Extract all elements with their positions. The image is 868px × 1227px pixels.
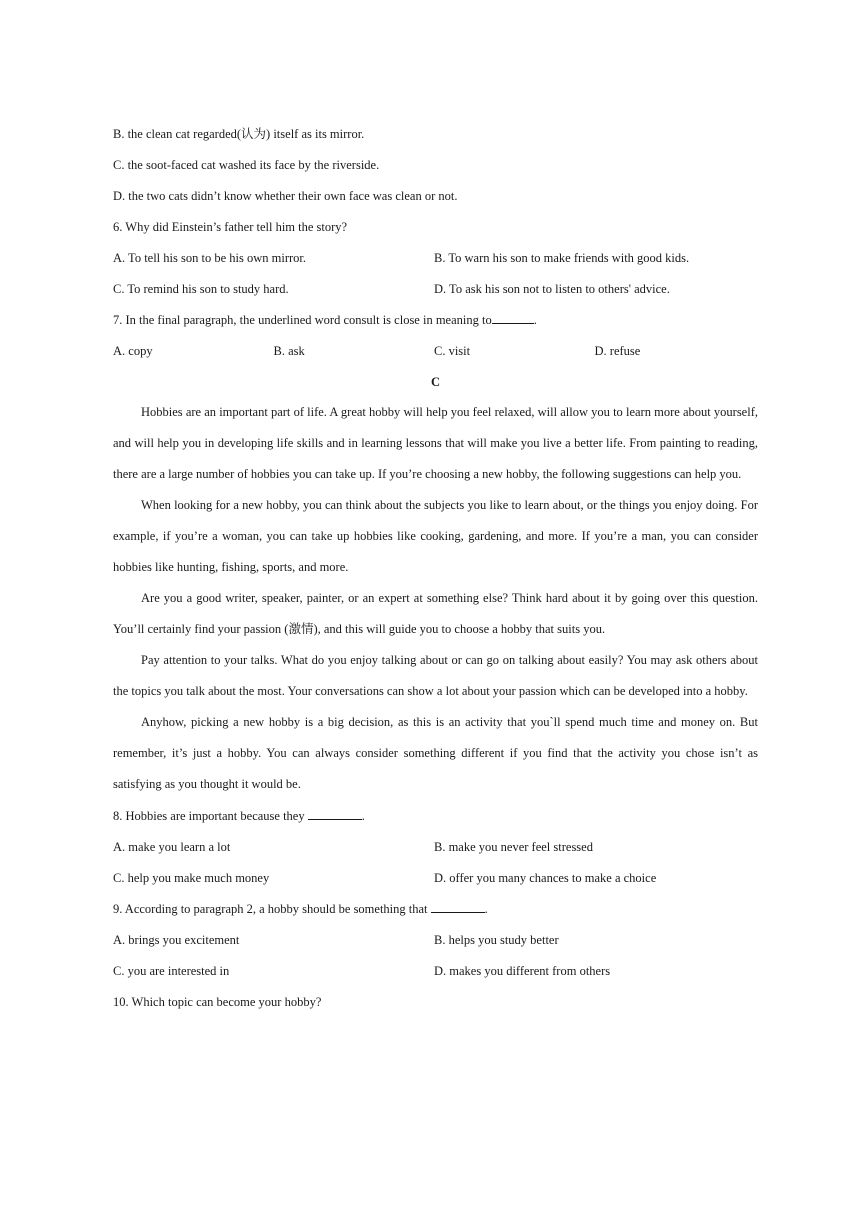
passage-paragraph-2: When looking for a new hobby, you can think about the subjects you like to learn about, or the things you enjoy doing. For example, if you’re a woman, you can take up hobbies like cooking, gardening, and more. If you’re a man, you can consider hobbies like hunting, fishing, sports, and more. [113, 498, 758, 574]
q7-stem-text: 7. In the final paragraph, the underlined word consult is close in meaning to [113, 313, 492, 327]
q9-stem-text: 9. According to paragraph 2, a hobby should be something that [113, 902, 428, 916]
q6-option-b: B. To warn his son to make friends with good kids. [434, 251, 690, 265]
q7-option-a: A. copy [113, 344, 153, 358]
passage-paragraph-4: Pay attention to your talks. What do you enjoy talking about or can go on talking about easily? You may ask others about the topics you talk about the most. Your conversations can show a lot about your passion which can be developed into a hobby. [113, 653, 758, 698]
q5-option-b: B. the clean cat regarded(认为) itself as its mirror. [113, 127, 365, 141]
section-heading: C [430, 375, 441, 389]
q9-options-row2 [113, 961, 758, 992]
q9-option-a: A. brings you excitement [113, 933, 240, 947]
q9-stem-end: . [484, 902, 488, 916]
q7-option-c: C. visit [434, 344, 471, 358]
q6-option-a: A. To tell his son to be his own mirror. [113, 251, 306, 265]
q5-option-c: C. the soot-faced cat washed its face by the riverside. [113, 158, 380, 172]
passage-paragraph-1: Hobbies are an important part of life. A great hobby will help you feel relaxed, will allow you to learn more about yourself, and will help you in developing life skills and in learning lessons that will make you live a better life. From painting to reading, there are a large number of hobbies you can take up. If you’re choosing a new hobby, the following suggestions can help you. [113, 405, 758, 481]
exam-page [113, 124, 758, 1023]
q7-stem [113, 310, 758, 341]
q8-option-b: B. make you never feel stressed [434, 840, 593, 854]
q5-option-d: D. the two cats didn’t know whether their own face was clean or not. [113, 189, 458, 203]
q9-stem [113, 899, 758, 930]
passage-paragraph-5: Anyhow, picking a new hobby is a big decision, as this is an activity that you`ll spend much time and money on. But remember, it’s just a hobby. You can always consider something different if you find that the activity you chose isn’t as satisfying as you thought it would be. [113, 715, 758, 791]
q6-option-c: C. To remind his son to study hard. [113, 282, 289, 296]
passage-paragraph-3: Are you a good writer, speaker, painter, or an expert at something else? Think hard about it by going over this question. You’ll certainly find your passion (激情), and this will guide you to choose a hobby that suits you. [113, 591, 758, 636]
answer-blank [492, 310, 534, 324]
q6-options-row2 [113, 279, 758, 310]
answer-blank [431, 899, 485, 913]
q10-stem: 10. Which topic can become your hobby? [113, 995, 322, 1009]
q7-option-b: B. ask [273, 344, 305, 358]
q8-options-row2 [113, 868, 758, 899]
q7-options-row [113, 341, 758, 372]
q6-option-d: D. To ask his son not to listen to others' advice. [434, 282, 670, 296]
q8-option-a: A. make you learn a lot [113, 840, 231, 854]
q6-stem: 6. Why did Einstein’s father tell him the story? [113, 220, 348, 234]
answer-blank [308, 806, 362, 820]
q9-options-row1 [113, 930, 758, 961]
q7-option-d: D. refuse [594, 344, 641, 358]
q6-options-row1 [113, 248, 758, 279]
q8-stem-text: 8. Hobbies are important because they [113, 809, 305, 823]
q9-option-d: D. makes you different from others [434, 964, 611, 978]
q8-option-c: C. help you make much money [113, 871, 270, 885]
q7-stem-end: . [533, 313, 537, 327]
q9-option-c: C. you are interested in [113, 964, 230, 978]
q8-option-d: D. offer you many chances to make a choice [434, 871, 657, 885]
q8-stem-end: . [361, 809, 365, 823]
q9-option-b: B. helps you study better [434, 933, 559, 947]
q8-options-row1 [113, 837, 758, 868]
q8-stem [113, 806, 758, 837]
